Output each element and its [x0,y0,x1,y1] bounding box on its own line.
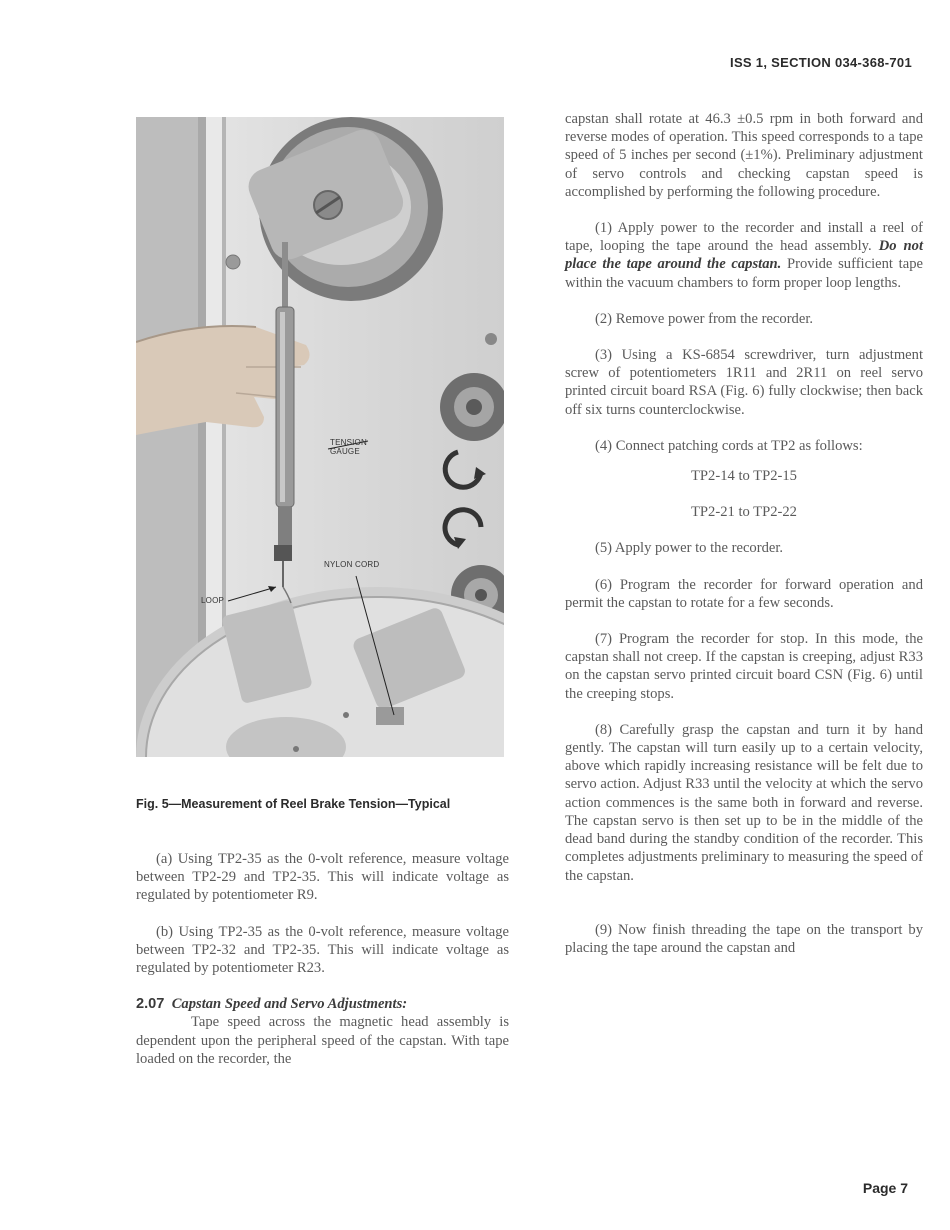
left-column [136,850,509,1068]
step-4-label: (4) [595,437,613,454]
step-9 [565,921,923,957]
step-9-label: (9) [595,921,613,938]
step-8-label: (8) [595,721,613,738]
step-b-text: Using TP2-35 as the 0-volt reference, measure voltage between TP2-32 and TP2-35. This will indicate voltage as regulated by potentiometer R23. [136,923,509,977]
figure-photo [136,117,504,757]
step-3-text: Using a KS-6854 screwdriver, turn adjustment screw of potentiometers 1R11 and 2R11 on reel servo printed circuit board RSA (Fig. 6) fully clockwise; then back off six turns counterclockwise. [565,347,923,418]
step-3 [565,346,923,419]
step-1-emphasis: Do not place the tape around the capstan. [565,238,924,273]
label-gauge: GAUGE [330,447,360,456]
step-a-text: Using TP2-35 as the 0-volt reference, measure voltage between TP2-29 and TP2-35. This will indicate voltage as regulated by potentiometer R9. [136,851,509,904]
step-8 [565,721,923,885]
tension-gauge-photo [136,117,504,757]
step-1-label: (1) [595,220,613,237]
step-6-label: (6) [595,576,613,593]
page-header: ISS 1, SECTION 034-368-701 [730,55,912,70]
step-2-text: Remove power from the recorder. [615,310,814,327]
step-9-text: Now finish threading the tape on the transport by placing the tape around the capstan and [565,921,923,956]
step-8-text: Carefully grasp the capstan and turn it by hand gently. The capstan will turn easily up to a certain velocity, above which rapidly increasing resistance will be felt due to servo action. Adjust R33 until the velocity at which the servo action commences is the same both in forward and reverse. The capstan servo is then set up to be in the middle of the dead band during the standby condition of the recorder. This completes adjustments preliminary to measuring the speed of the capstan. [565,721,923,884]
step-6-text: Program the recorder for forward operation and permit the capstan to rotate for a few seconds. [565,576,923,611]
section-text: Tape speed across the magnetic head assembly is dependent upon the peripheral speed of the capstan. With tape loaded on the recorder, the [136,1014,509,1067]
step-7 [565,630,923,703]
step-5 [565,539,923,557]
patch-line-2: TP2-21 to TP2-22 [691,504,797,521]
section-2-07 [136,995,509,1068]
page-number: Page 7 [862,1180,908,1196]
step-7-text: Program the recorder for stop. In this mode, the capstan shall not creep. If the capstan is creeping, adjust R33 on the capstan servo printed circuit board CSN (Fig. 6) until the creeping stops. [565,631,923,702]
step-a [136,850,509,905]
label-tension: TENSION [330,438,367,447]
step-3-label: (3) [595,347,613,364]
patch-line-1: TP2-14 to TP2-15 [691,468,797,485]
section-title: Capstan Speed and Servo Adjustments: [171,996,408,1013]
label-nylon-cord: NYLON CORD [324,560,380,569]
step-1-text-a: Apply power to the recorder and install a reel of tape, looping the tape around the head assembly. [565,220,923,255]
step-b [136,923,509,978]
right-column [565,110,923,957]
step-6 [565,576,923,612]
label-loop: LOOP [201,596,225,605]
step-2 [565,310,923,328]
step-b-label: (b) [156,923,174,940]
step-5-text: Apply power to the recorder. [614,540,784,557]
step-4 [565,437,923,455]
step-4-text: Connect patching cords at TP2 as follows: [615,437,863,454]
step-5-label: (5) [595,540,613,557]
step-1-text-b: Provide sufficient tape within the vacuum chambers to form proper loop lengths. [565,256,923,291]
section-number: 2.07 [136,996,165,1013]
step-1 [565,219,923,292]
step-2-label: (2) [595,310,613,327]
intro-paragraph: capstan shall rotate at 46.3 ±0.5 rpm in both forward and reverse modes of operation. This speed corresponds to a tape speed of 5 inches per second (±1%). Preliminary adjustment of servo controls and checking capstan speed is accomplished by performing the following procedure. [565,111,923,200]
step-7-label: (7) [595,631,613,648]
figure-caption: Fig. 5—Measurement of Reel Brake Tension—Typical [136,797,451,811]
step-a-label: (a) [156,851,173,867]
